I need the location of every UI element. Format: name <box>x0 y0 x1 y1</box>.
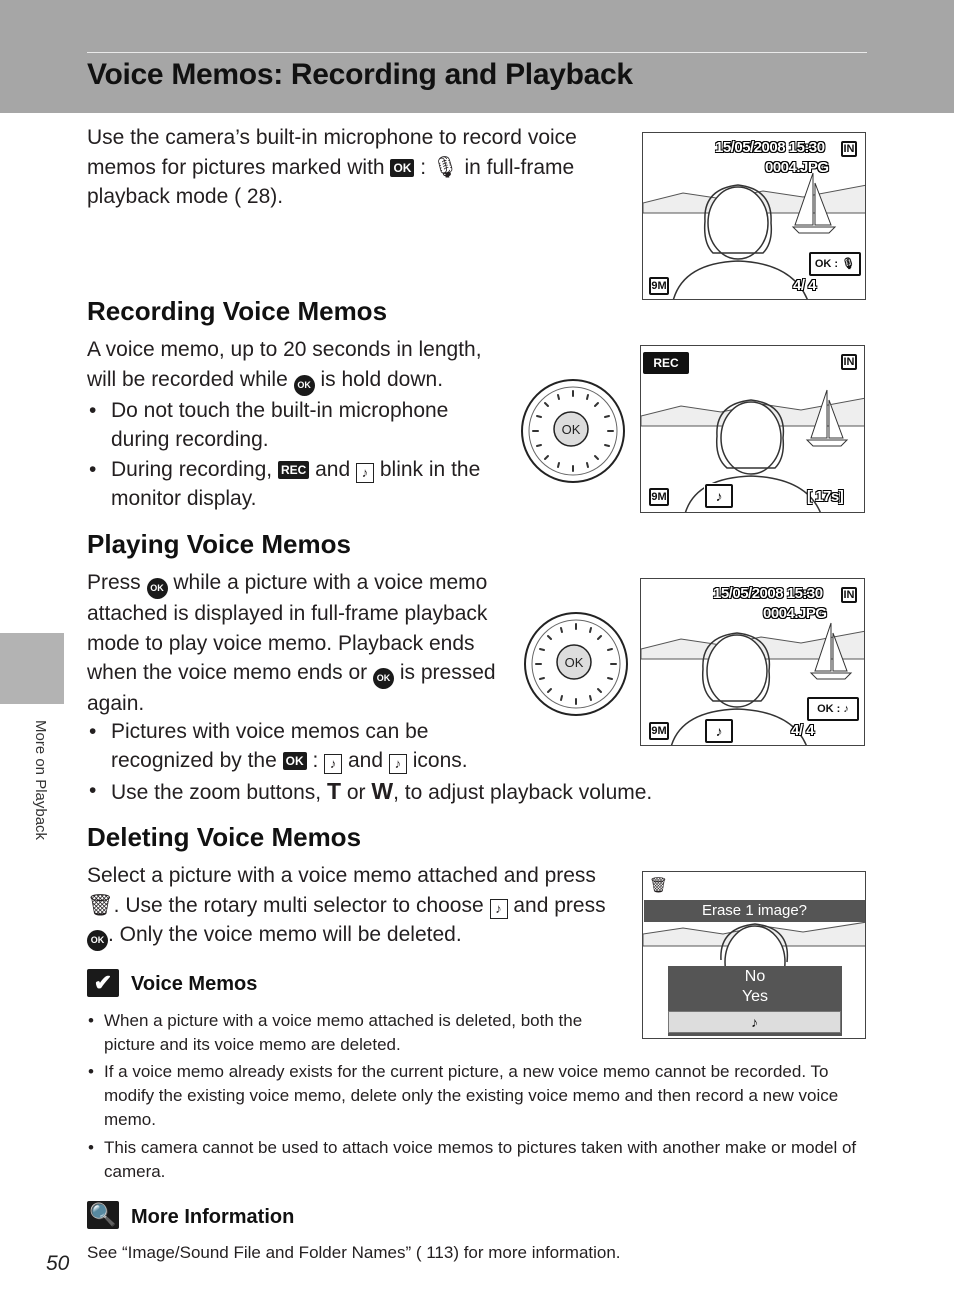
internal-memory-icon: IN <box>841 587 857 603</box>
dial-ok-label: OK <box>564 655 584 670</box>
header-band <box>0 0 954 113</box>
intro-line-2: memos for pictures marked with OK : 🎙 in full-frame <box>87 155 575 179</box>
playing-line-1: Press OK while a picture with a voice memo <box>87 568 496 599</box>
playing-line-4: when the voice memo ends or OK is pressed <box>87 658 496 689</box>
datetime-text: 15/05/2008 15:30 <box>713 585 823 602</box>
recording-line-2: will be recorded while OK is hold down. <box>87 365 482 396</box>
playing-heading: Playing Voice Memos <box>87 529 351 559</box>
note-bullet-2: • If a voice memo already exists for the current picture, a new voice memo cannot be recorded. To modify the existing voice memo, delete only the existing voice memo and then record a new voice memo. <box>87 1060 867 1132</box>
playing-bullet-2: • Use the zoom buttons, T or W, to adjust playback volume. <box>87 777 652 808</box>
side-tab <box>0 633 64 704</box>
ok-symbol-icon: OK <box>390 159 414 177</box>
deleting-text <box>87 861 606 951</box>
recording-line-1: A voice memo, up to 20 seconds in length, <box>87 338 482 361</box>
zoom-t-label: T <box>326 778 342 804</box>
multi-selector-dial-1 <box>520 378 626 484</box>
deleting-line-2: 🗑. Use the rotary multi selector to choose ♪ and press <box>87 893 606 917</box>
intro-line-3: playback mode ( 28). <box>87 185 284 208</box>
zoom-w-label: W <box>371 778 394 804</box>
playing-line-3: mode to play voice memo. Playback ends <box>87 631 475 655</box>
ok-button-icon: OK <box>294 375 315 396</box>
trash-icon: 🗑 <box>87 893 114 917</box>
ok-button-icon: OK <box>373 668 394 689</box>
note-bullet-1: • When a picture with a voice memo attached is deleted, both the picture and its voice memo are deleted. <box>87 1009 617 1057</box>
voice-note-icon: ♪ <box>705 484 733 508</box>
note-title: Voice Memos <box>131 973 258 995</box>
playback-screen-1 <box>642 132 866 300</box>
page-number: 50 <box>46 1252 70 1275</box>
dial-ok-label: OK <box>561 422 581 437</box>
check-icon: ✔ <box>87 969 119 997</box>
intro-text <box>87 123 577 212</box>
datetime-text: 15/05/2008 15:30 <box>715 139 825 156</box>
playing-text <box>87 568 496 719</box>
frame-counter: 4/ 4 <box>793 277 817 294</box>
recording-time: [ 17s] <box>807 488 844 505</box>
note-bullet-3: • This camera cannot be used to attach voice memos to pictures taken with another make or model of camera. <box>87 1136 867 1184</box>
voice-memo-indicator-icon: OK : ♪ <box>807 697 859 721</box>
playing-bullet-1: • Pictures with voice memos can be recognized by the OK : ♪ and ♪ icons. <box>87 718 468 775</box>
more-info-title: More Information <box>131 1206 295 1228</box>
filename-text: 0004.JPG <box>765 159 829 176</box>
voice-memo-indicator-icon: OK : 🎙 <box>809 252 861 276</box>
more-info-text: See “Image/Sound File and Folder Names” ( 113) for more information. <box>87 1243 621 1262</box>
deleting-heading: Deleting Voice Memos <box>87 822 362 852</box>
mic-icon: 🎙 <box>431 155 459 179</box>
multi-selector-dial-2 <box>523 611 629 717</box>
rec-indicator: REC <box>643 352 689 374</box>
deleting-line-1: Select a picture with a voice memo attached and press <box>87 864 596 887</box>
recording-text <box>87 335 482 396</box>
internal-memory-icon: IN <box>841 354 857 370</box>
image-size-icon: 9M <box>649 722 669 740</box>
voice-note-icon: ♪ <box>389 754 407 774</box>
erase-prompt: Erase 1 image? <box>644 900 865 922</box>
ok-symbol-icon: OK <box>283 752 307 770</box>
voice-note-icon: ♪ <box>324 754 342 774</box>
intro-line-1: Use the camera’s built-in microphone to record voice <box>87 126 577 149</box>
rec-icon: REC <box>278 461 309 479</box>
internal-memory-icon: IN <box>841 141 857 157</box>
recording-heading: Recording Voice Memos <box>87 296 388 326</box>
playback-screen-2 <box>640 578 865 746</box>
page-title: Voice Memos: Recording and Playback <box>87 58 633 91</box>
voice-note-icon: ♪ <box>490 899 508 919</box>
image-size-icon: 9M <box>649 277 669 295</box>
playing-line-2: attached is displayed in full-frame playback <box>87 602 488 625</box>
trash-icon: 🗑 <box>649 877 669 894</box>
ok-button-icon: OK <box>87 930 108 951</box>
more-info-icon: 🔍 <box>87 1201 119 1229</box>
side-label: More on Playback <box>32 720 49 841</box>
ok-button-icon: OK <box>147 578 168 599</box>
recording-screen <box>640 345 865 513</box>
playing-line-5: again. <box>87 692 145 715</box>
option-yes[interactable]: Yes <box>741 988 769 1005</box>
image-size-icon: 9M <box>649 488 669 506</box>
option-voice-memo[interactable]: ♪ <box>668 1011 841 1033</box>
option-no[interactable]: No <box>744 968 766 985</box>
recording-bullet-2: • During recording, REC and ♪ blink in the monitor display. <box>87 456 480 513</box>
header-rule <box>87 52 867 53</box>
recording-bullet-1: • Do not touch the built-in microphone during recording. <box>87 397 448 454</box>
voice-note-icon: ♪ <box>356 463 374 483</box>
voice-note-icon: ♪ <box>705 719 733 743</box>
deleting-line-3: OK . Only the voice memo will be deleted. <box>87 920 606 951</box>
filename-text: 0004.JPG <box>763 605 827 622</box>
frame-counter: 4/ 4 <box>791 722 815 739</box>
erase-screen <box>642 871 866 1039</box>
